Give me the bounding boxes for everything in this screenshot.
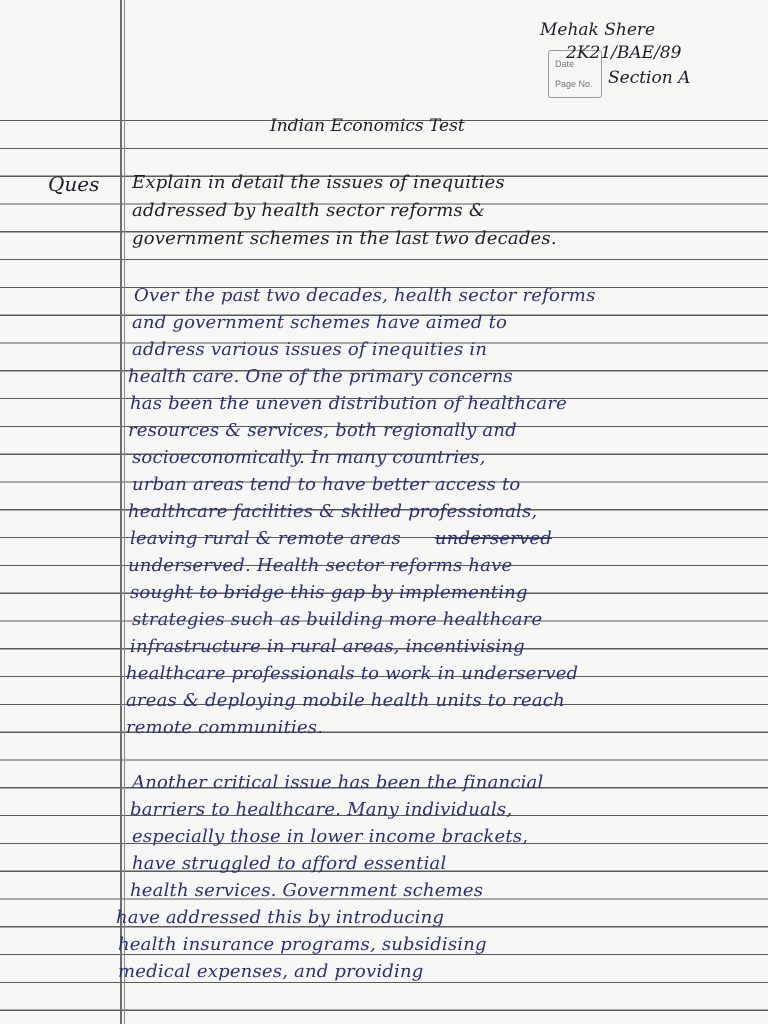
- margin-line: [120, 0, 122, 1024]
- answer-line: have addressed this by introducing: [116, 907, 445, 928]
- margin-line-inner: [124, 0, 125, 1024]
- answer-line: healthcare facilities & skilled professionals,: [128, 501, 538, 522]
- section-label: Section A: [608, 68, 691, 88]
- answer-line: address various issues of inequities in: [132, 339, 488, 360]
- answer-line: remote communities.: [126, 717, 324, 738]
- answer-line: has been the uneven distribution of healthcare: [130, 393, 568, 414]
- answer-line: areas & deploying mobile health units to reach: [126, 690, 565, 711]
- answer-line: resources & services, both regionally and: [128, 420, 517, 441]
- stamp-page-label: Page No.: [555, 79, 593, 89]
- answer-line: healthcare professionals to work in underserved: [126, 663, 579, 684]
- answer-line: [130, 528, 552, 549]
- answer-line: medical expenses, and providing: [118, 961, 424, 982]
- student-name: Mehak Shere: [540, 20, 656, 40]
- answer-line: strategies such as building more healthcare: [132, 609, 543, 630]
- struck-word: underserved: [434, 528, 552, 549]
- question-line: government schemes in the last two decades.: [132, 228, 557, 249]
- answer-line: Another critical issue has been the financial: [132, 772, 544, 793]
- answer-line: barriers to healthcare. Many individuals,: [130, 799, 513, 820]
- question-line: Explain in detail the issues of inequities: [132, 172, 505, 193]
- answer-line: Over the past two decades, health sector reforms: [134, 285, 596, 306]
- answer-line: health services. Government schemes: [130, 880, 484, 901]
- answer-line: socioeconomically. In many countries,: [132, 447, 486, 468]
- answer-line: especially those in lower income brackets,: [132, 826, 529, 847]
- answer-line: have struggled to afford essential: [132, 853, 447, 874]
- answer-line: and government schemes have aimed to: [132, 312, 508, 333]
- stamp-date-label: Date: [555, 59, 575, 69]
- answer-line: sought to bridge this gap by implementing: [130, 582, 528, 603]
- answer-line: underserved. Health sector reforms have: [128, 555, 513, 576]
- answer-line: health insurance programs, subsidising: [118, 934, 487, 955]
- answer-line: infrastructure in rural areas, incentivising: [130, 636, 525, 657]
- answer-line: urban areas tend to have better access to: [132, 474, 521, 495]
- answer-line: health care. One of the primary concerns: [128, 366, 513, 387]
- question-line: addressed by health sector reforms &: [132, 200, 486, 221]
- answer-line-text: leaving rural & remote areas: [130, 528, 401, 549]
- roll-number: 2K21/BAE/89: [566, 43, 682, 63]
- question-label: Ques: [48, 172, 100, 196]
- page-title: Indian Economics Test: [270, 116, 465, 136]
